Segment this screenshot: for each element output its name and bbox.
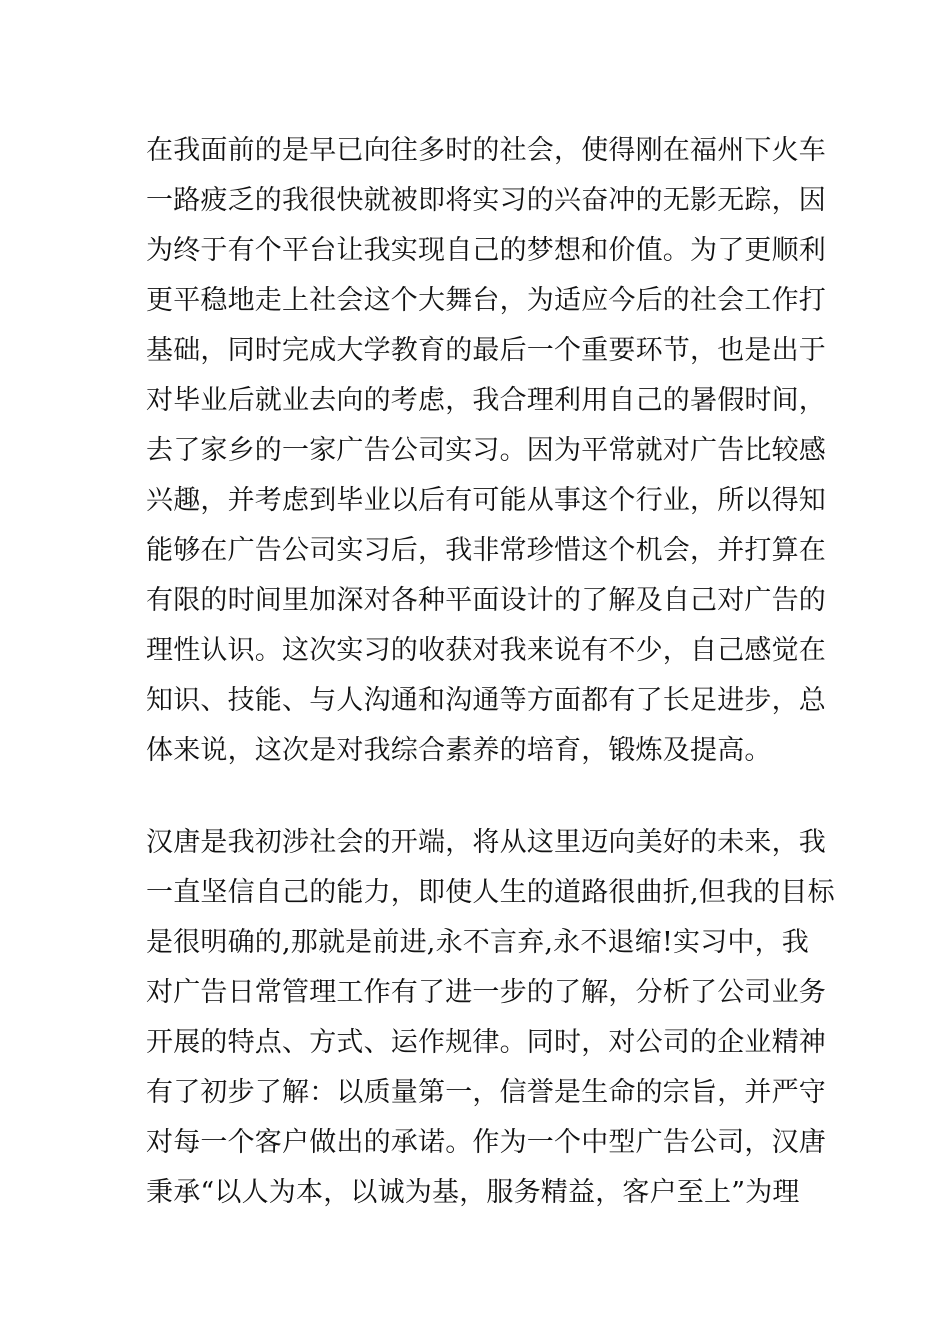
text-line: 基础，同时完成大学教育的最后一个重要环节，也是出于 <box>146 335 826 366</box>
text-line: 汉唐是我初涉社会的开端，将从这里迈向美好的未来，我 <box>146 827 826 858</box>
text-line: 能够在广告公司实习后，我非常珍惜这个机会，并打算在 <box>146 535 826 566</box>
text-line: 一路疲乏的我很快就被即将实习的兴奋冲的无影无踪，因 <box>146 185 826 216</box>
text-line: 为终于有个平台让我实现自己的梦想和价值。为了更顺利 <box>146 235 826 266</box>
paragraph-1 <box>146 126 826 776</box>
text-line: 对毕业后就业去向的考虑，我合理利用自己的暑假时间， <box>146 385 826 416</box>
text-line: 有了初步了解：以质量第一，信誉是生命的宗旨，并严守 <box>146 1077 826 1108</box>
text-line: 秉承“以人为本，以诚为基，服务精益，客户至上”为理 <box>146 1177 800 1208</box>
text-line: 一直坚信自己的能力，即使人生的道路很曲折,但我的目标 <box>146 877 835 908</box>
text-line: 有限的时间里加深对各种平面设计的了解及自己对广告的 <box>146 585 826 616</box>
text-line: 开展的特点、方式、运作规律。同时，对公司的企业精神 <box>146 1027 826 1058</box>
text-line: 去了家乡的一家广告公司实习。因为平常就对广告比较感 <box>146 435 826 466</box>
text-line: 理性认识。这次实习的收获对我来说有不少，自己感觉在 <box>146 635 826 666</box>
text-line: 兴趣，并考虑到毕业以后有可能从事这个行业，所以得知 <box>146 485 826 516</box>
text-line: 在我面前的是早已向往多时的社会，使得刚在福州下火车 <box>146 135 826 166</box>
text-line: 体来说，这次是对我综合素养的培育，锻炼及提高。 <box>146 735 772 766</box>
paragraph-2 <box>146 818 835 1218</box>
text-line: 对广告日常管理工作有了进一步的了解，分析了公司业务 <box>146 977 826 1008</box>
text-line: 更平稳地走上社会这个大舞台，为适应今后的社会工作打 <box>146 285 826 316</box>
text-line: 知识、技能、与人沟通和沟通等方面都有了长足进步，总 <box>146 685 826 716</box>
text-line: 对每一个客户做出的承诺。作为一个中型广告公司，汉唐 <box>146 1127 826 1158</box>
text-line: 是很明确的,那就是前进,永不言弃,永不退缩!实习中，我 <box>146 927 809 958</box>
